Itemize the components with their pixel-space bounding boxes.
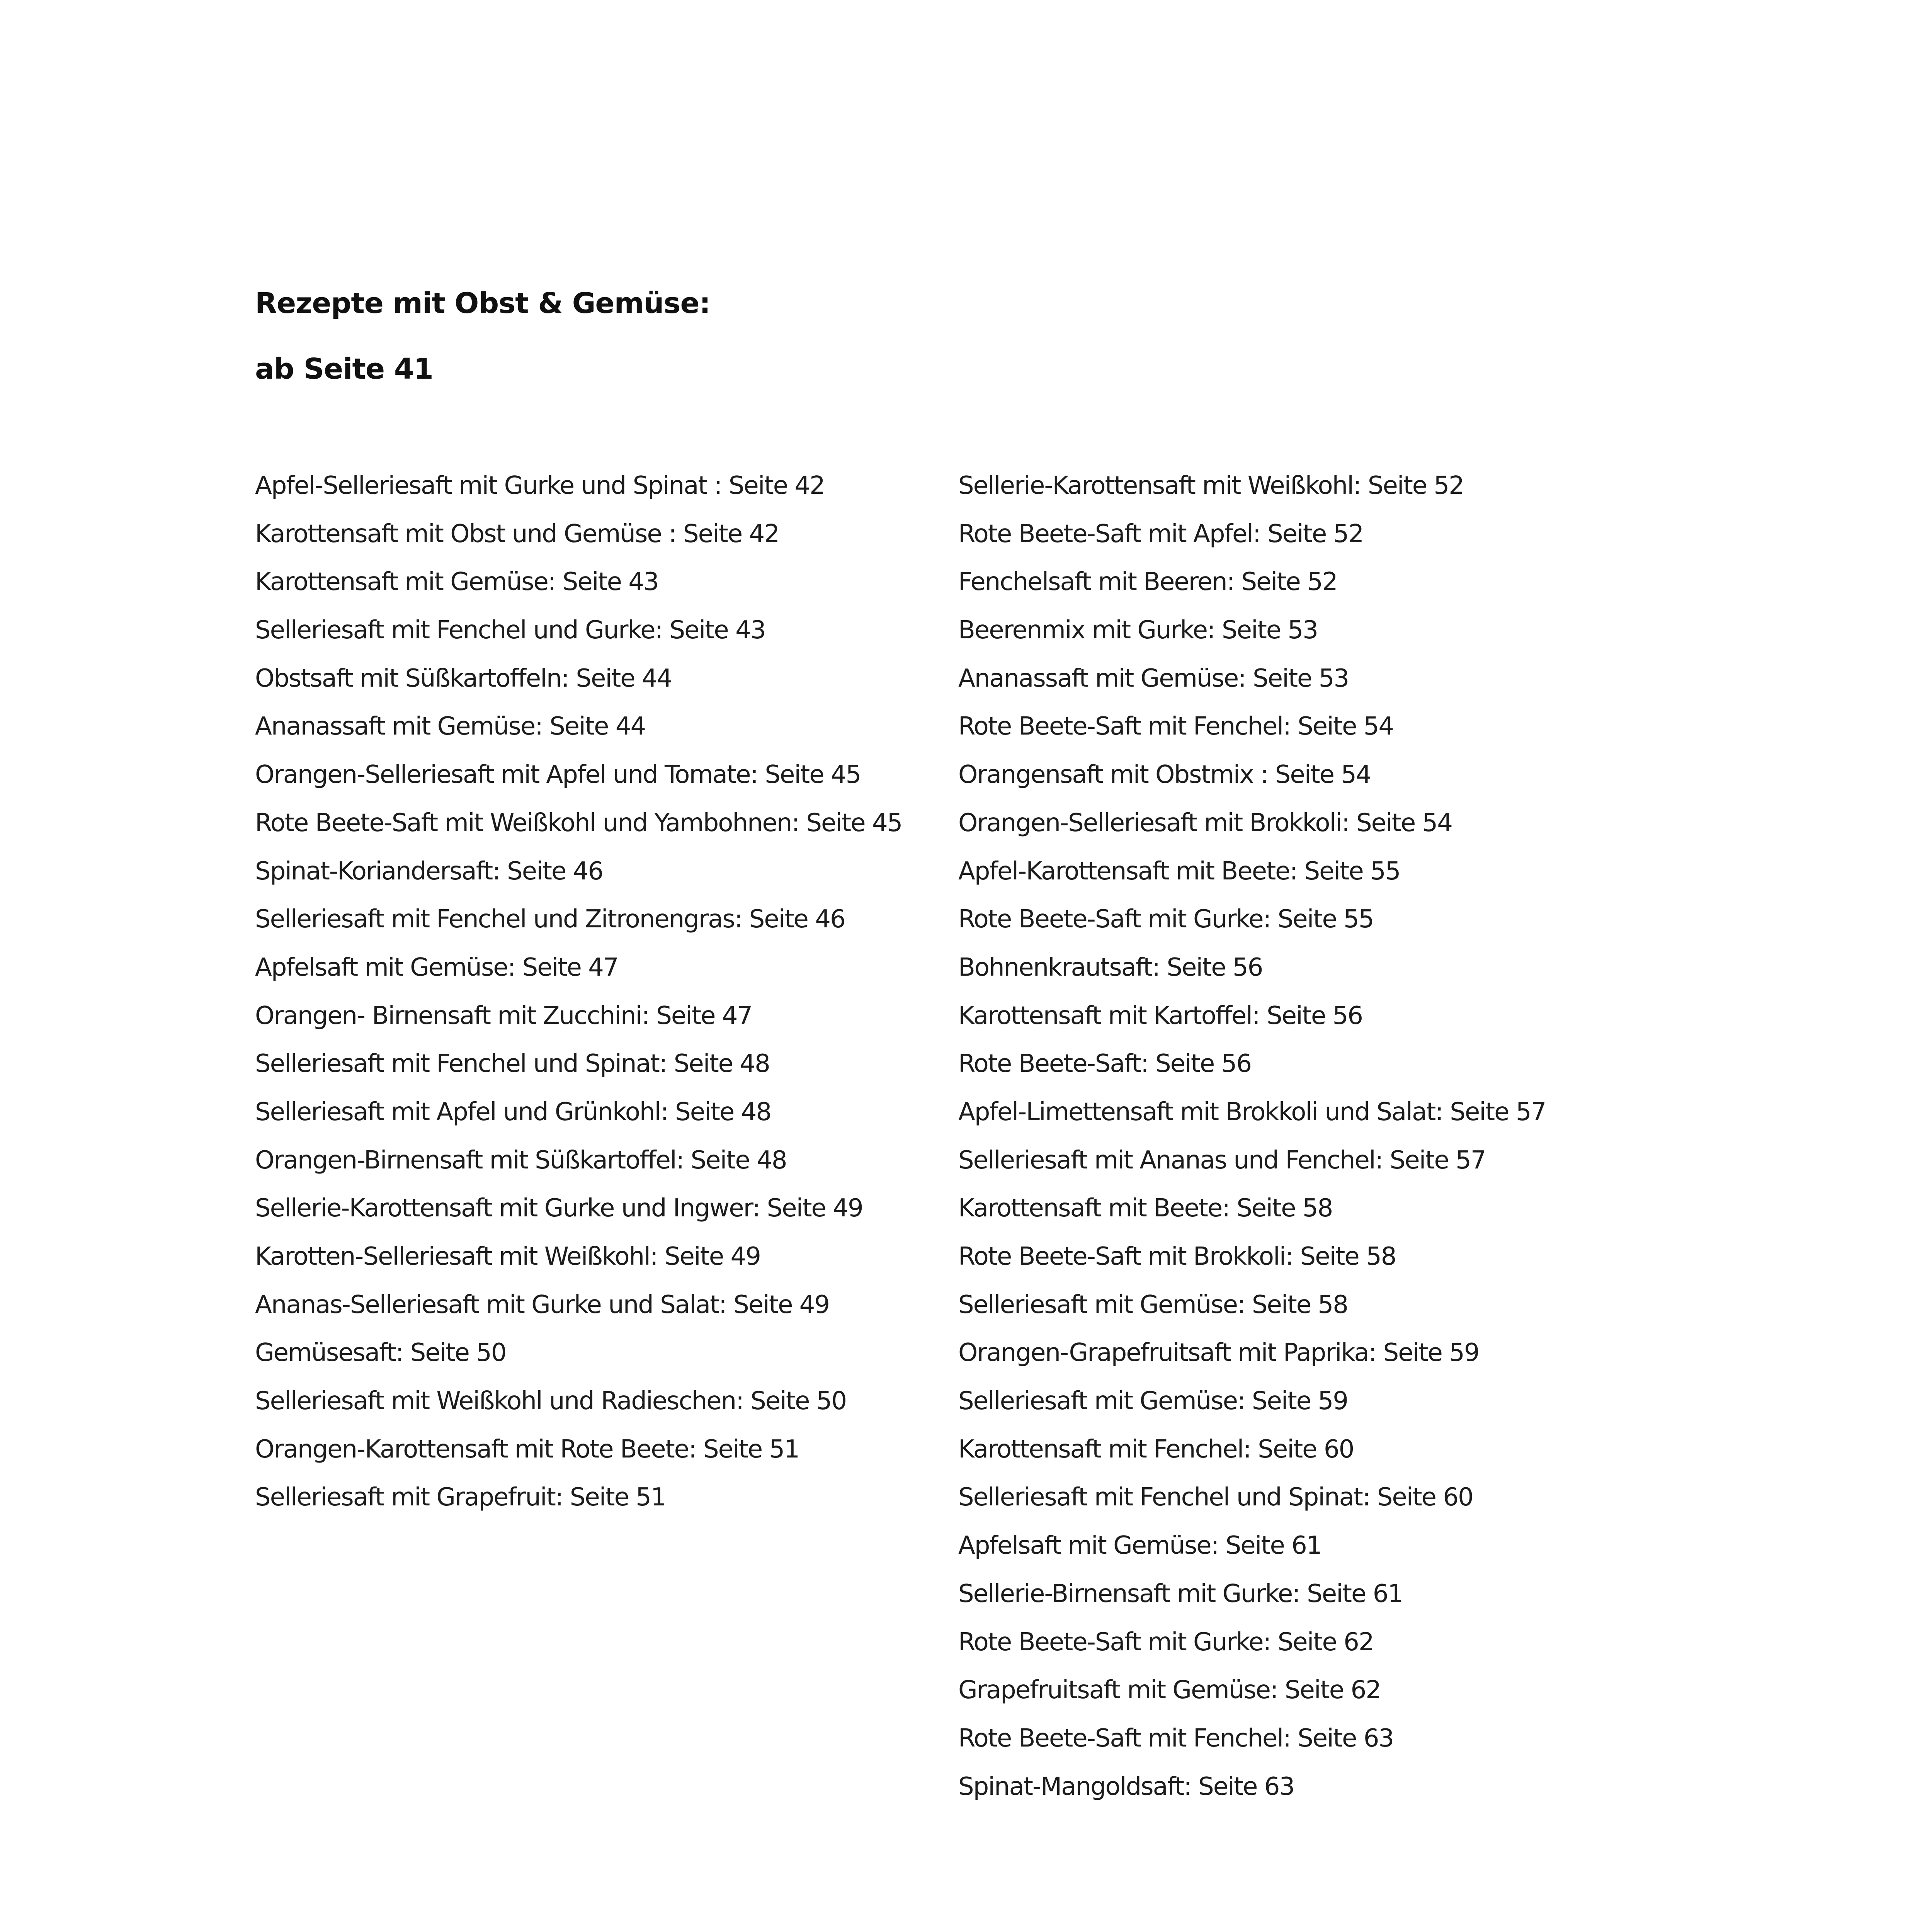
recipe-list-right [958, 462, 1546, 1811]
recipe-entry: Selleriesaft mit Grapefruit: Seite 51 [255, 1483, 666, 1512]
recipe-entry: Karottensaft mit Obst und Gemüse : Seite 42 [255, 519, 779, 548]
recipe-entry: Selleriesaft mit Fenchel und Spinat: Seite 60 [958, 1483, 1473, 1512]
recipe-entry: Rote Beete-Saft mit Weißkohl und Yambohnen: Seite 45 [255, 808, 902, 837]
heading-page-start: ab Seite 41 [255, 352, 433, 386]
recipe-entry: Selleriesaft mit Ananas und Fenchel: Seite 57 [958, 1146, 1486, 1175]
recipe-entry: Rote Beete-Saft: Seite 56 [958, 1049, 1252, 1078]
recipe-entry: Orangen-Selleriesaft mit Brokkoli: Seite 54 [958, 808, 1452, 837]
recipe-entry: Rote Beete-Saft mit Apfel: Seite 52 [958, 519, 1364, 548]
recipe-entry: Beerenmix mit Gurke: Seite 53 [958, 616, 1318, 645]
recipe-entry: Selleriesaft mit Fenchel und Gurke: Seite 43 [255, 616, 765, 645]
recipe-entry: Apfel-Selleriesaft mit Gurke und Spinat : Seite 42 [255, 471, 825, 500]
recipe-entry: Karottensaft mit Beete: Seite 58 [958, 1194, 1333, 1223]
recipe-entry: Rote Beete-Saft mit Fenchel: Seite 63 [958, 1724, 1394, 1753]
recipe-list-left [255, 462, 902, 1522]
recipe-entry: Karottensaft mit Gemüse: Seite 43 [255, 568, 658, 597]
recipe-entry: Rote Beete-Saft mit Brokkoli: Seite 58 [958, 1242, 1396, 1271]
recipe-entry: Fenchelsaft mit Beeren: Seite 52 [958, 568, 1337, 597]
recipe-entry: Sellerie-Karottensaft mit Gurke und Ingwer: Seite 49 [255, 1194, 863, 1223]
recipe-entry: Ananassaft mit Gemüse: Seite 44 [255, 712, 646, 741]
recipe-entry: Selleriesaft mit Fenchel und Spinat: Seite 48 [255, 1049, 770, 1078]
recipe-entry: Obstsaft mit Süßkartoffeln: Seite 44 [255, 664, 672, 693]
recipe-entry: Orangen-Karottensaft mit Rote Beete: Seite 51 [255, 1435, 799, 1464]
recipe-entry: Selleriesaft mit Gemüse: Seite 58 [958, 1290, 1348, 1319]
recipe-entry: Sellerie-Birnensaft mit Gurke: Seite 61 [958, 1579, 1403, 1608]
recipe-entry: Rote Beete-Saft mit Fenchel: Seite 54 [958, 712, 1394, 741]
recipe-entry: Orangen- Birnensaft mit Zucchini: Seite 47 [255, 1001, 752, 1030]
recipe-entry: Karotten-Selleriesaft mit Weißkohl: Seite 49 [255, 1242, 760, 1271]
recipe-entry: Rote Beete-Saft mit Gurke: Seite 55 [958, 905, 1374, 934]
recipe-entry: Selleriesaft mit Fenchel und Zitronengras: Seite 46 [255, 905, 845, 934]
recipe-entry: Ananassaft mit Gemüse: Seite 53 [958, 664, 1349, 693]
recipe-entry: Orangensaft mit Obstmix : Seite 54 [958, 760, 1371, 789]
recipe-entry: Selleriesaft mit Weißkohl und Radieschen: Seite 50 [255, 1387, 847, 1416]
recipe-entry: Apfel-Limettensaft mit Brokkoli und Salat: Seite 57 [958, 1097, 1546, 1126]
recipe-entry: Apfelsaft mit Gemüse: Seite 47 [255, 953, 618, 982]
recipe-entry: Apfel-Karottensaft mit Beete: Seite 55 [958, 857, 1400, 886]
recipe-entry: Apfelsaft mit Gemüse: Seite 61 [958, 1531, 1321, 1560]
section-heading [255, 270, 710, 402]
recipe-entry: Sellerie-Karottensaft mit Weißkohl: Seite 52 [958, 471, 1464, 500]
recipe-entry: Orangen-Birnensaft mit Süßkartoffel: Seite 48 [255, 1146, 787, 1175]
recipe-entry: Orangen-Selleriesaft mit Apfel und Tomate: Seite 45 [255, 760, 861, 789]
heading-title: Rezepte mit Obst & Gemüse: [255, 287, 711, 320]
recipe-entry: Selleriesaft mit Gemüse: Seite 59 [958, 1387, 1348, 1416]
recipe-entry: Spinat-Koriandersaft: Seite 46 [255, 857, 603, 886]
recipe-entry: Gemüsesaft: Seite 50 [255, 1338, 506, 1367]
recipe-entry: Spinat-Mangoldsaft: Seite 63 [958, 1772, 1294, 1801]
recipe-entry: Karottensaft mit Fenchel: Seite 60 [958, 1435, 1354, 1464]
recipe-entry: Grapefruitsaft mit Gemüse: Seite 62 [958, 1676, 1381, 1705]
recipe-entry: Bohnenkrautsaft: Seite 56 [958, 953, 1263, 982]
recipe-entry: Rote Beete-Saft mit Gurke: Seite 62 [958, 1628, 1374, 1656]
recipe-entry: Ananas-Selleriesaft mit Gurke und Salat: Seite 49 [255, 1290, 830, 1319]
recipe-entry: Selleriesaft mit Apfel und Grünkohl: Seite 48 [255, 1097, 771, 1126]
recipe-entry: Karottensaft mit Kartoffel: Seite 56 [958, 1001, 1362, 1030]
recipe-entry: Orangen-Grapefruitsaft mit Paprika: Seite 59 [958, 1338, 1479, 1367]
